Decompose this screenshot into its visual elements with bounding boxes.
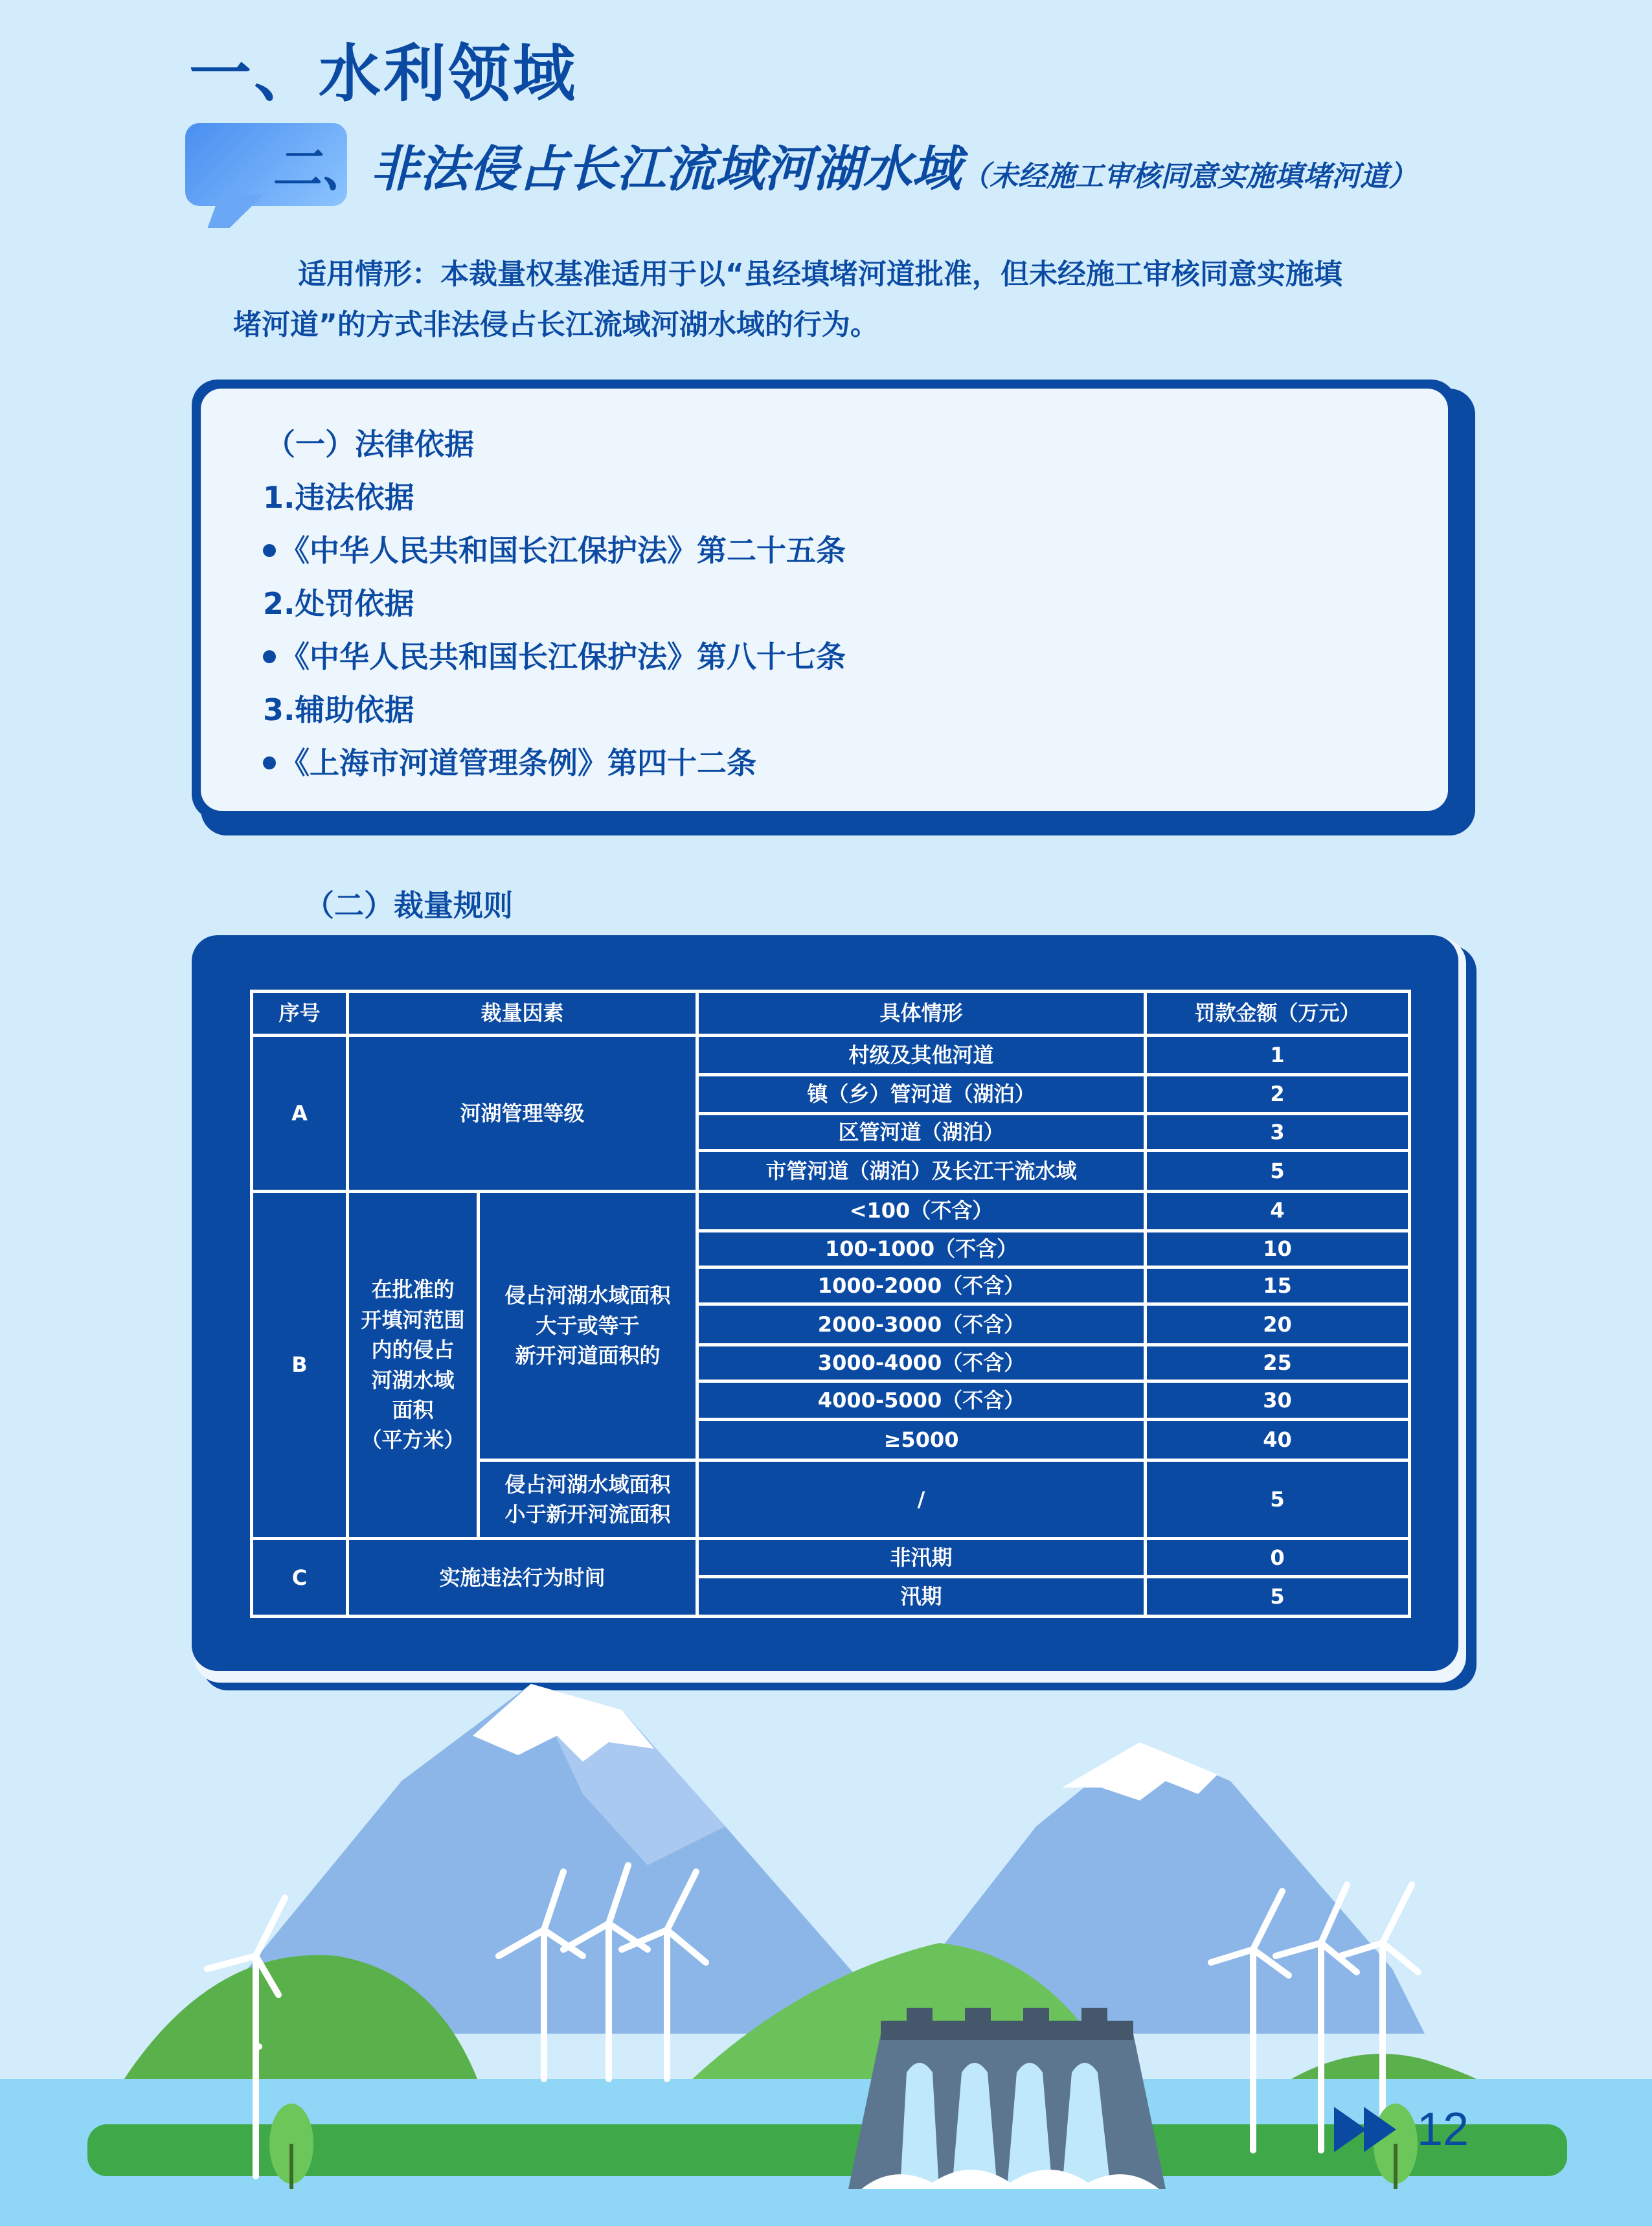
fine-cell: 0 bbox=[1146, 1539, 1410, 1577]
sub-title-note: （未经施工审核同意实施填堵河道） bbox=[961, 160, 1417, 193]
fine-cell: 25 bbox=[1146, 1345, 1410, 1381]
intro-paragraph bbox=[233, 249, 1438, 350]
group-b-sub1 bbox=[479, 1191, 697, 1460]
group-b-sub1-line: 侵占河湖水域面积 bbox=[504, 1283, 671, 1308]
fine-cell: 15 bbox=[1146, 1267, 1410, 1304]
double-chevron-right-icon bbox=[1334, 2107, 1405, 2152]
intro-line-1: 适用情形：本裁量权基准适用于以“虽经填堵河道批准，但未经施工审核同意实施填 bbox=[298, 258, 1342, 291]
group-b-sub1-line: 大于或等于 bbox=[536, 1313, 640, 1338]
fine-cell: 5 bbox=[1146, 1577, 1410, 1617]
basis-item-violation-law bbox=[263, 527, 846, 570]
fine-cell: 30 bbox=[1146, 1381, 1410, 1420]
situation-cell: 2000-3000（不含） bbox=[697, 1304, 1146, 1345]
basis-item-text: 《中华人民共和国长江保护法》第二十五条 bbox=[280, 533, 846, 568]
situation-cell: 市管河道（湖泊）及长江干流水域 bbox=[697, 1151, 1146, 1192]
group-b-factor-line: 面积 bbox=[392, 1397, 434, 1422]
group-b-factor-line: 开填河范围 bbox=[361, 1307, 465, 1332]
dam-icon bbox=[848, 2008, 1166, 2189]
page-footer bbox=[1334, 2097, 1469, 2162]
sub-title-text: 二、非法侵占长江流域河湖水域 bbox=[272, 140, 961, 198]
intro-line-2: 堵河道”的方式非法侵占长江流域河湖水域的行为。 bbox=[233, 308, 879, 341]
basis-item-aux-law bbox=[263, 740, 756, 782]
header-fine: 罚款金额（万元） bbox=[1146, 992, 1410, 1036]
main-title: 一、水利领域 bbox=[189, 38, 578, 110]
situation-cell: 非汛期 bbox=[697, 1539, 1146, 1577]
group-b-code: B bbox=[252, 1191, 348, 1539]
table-header-row bbox=[252, 992, 1410, 1036]
header-factor: 裁量因素 bbox=[348, 992, 697, 1036]
rules-table bbox=[250, 990, 1411, 1618]
group-a-factor: 河湖管理等级 bbox=[348, 1035, 697, 1191]
basis-item-aux-label: 3.辅助依据 bbox=[263, 692, 414, 727]
situation-cell: 村级及其他河道 bbox=[697, 1035, 1146, 1074]
bullet-icon bbox=[263, 756, 276, 769]
fine-cell: 3 bbox=[1146, 1114, 1410, 1151]
situation-cell: 1000-2000（不含） bbox=[697, 1267, 1146, 1304]
rules-heading: （二）裁量规则 bbox=[304, 888, 513, 923]
group-b-factor-line: 在批准的 bbox=[371, 1277, 455, 1302]
situation-cell: 汛期 bbox=[697, 1577, 1146, 1617]
group-b-sub2 bbox=[479, 1460, 697, 1539]
basis-item-violation-label: 1.违法依据 bbox=[263, 480, 414, 515]
header-situation: 具体情形 bbox=[697, 992, 1146, 1036]
fine-cell: 1 bbox=[1146, 1035, 1410, 1074]
fine-cell: 4 bbox=[1146, 1191, 1410, 1231]
fine-cell: 20 bbox=[1146, 1304, 1410, 1345]
bullet-icon bbox=[263, 650, 276, 663]
fine-cell: 5 bbox=[1146, 1151, 1410, 1192]
group-b-factor bbox=[348, 1191, 479, 1539]
group-c-factor: 实施违法行为时间 bbox=[348, 1539, 697, 1617]
table-row bbox=[252, 1191, 1410, 1231]
situation-cell: 100-1000（不含） bbox=[697, 1231, 1146, 1267]
group-a-code: A bbox=[252, 1035, 348, 1191]
situation-cell: ≥5000 bbox=[697, 1420, 1146, 1460]
situation-cell: 4000-5000（不含） bbox=[697, 1381, 1146, 1420]
fine-cell: 2 bbox=[1146, 1074, 1410, 1114]
basis-item-penalty-label: 2.处罚依据 bbox=[263, 586, 414, 621]
group-b-factor-line: 河湖水域 bbox=[371, 1367, 455, 1392]
basis-item-penalty-law bbox=[263, 633, 846, 676]
situation-cell: 镇（乡）管河道（湖泊） bbox=[697, 1074, 1146, 1114]
basis-item-text: 《中华人民共和国长江保护法》第八十七条 bbox=[280, 639, 846, 674]
group-b-factor-line: （平方米） bbox=[361, 1427, 465, 1453]
page-number: 12 bbox=[1417, 2104, 1469, 2155]
situation-cell: / bbox=[697, 1460, 1146, 1539]
bullet-icon bbox=[263, 544, 276, 557]
group-c-code: C bbox=[252, 1539, 348, 1617]
situation-cell: 3000-4000（不含） bbox=[697, 1345, 1146, 1381]
basis-heading: （一）法律依据 bbox=[266, 427, 474, 462]
sub-title bbox=[272, 130, 1417, 200]
header-index: 序号 bbox=[252, 992, 348, 1036]
group-b-sub1-line: 新开河道面积的 bbox=[515, 1343, 661, 1369]
fine-cell: 5 bbox=[1146, 1460, 1410, 1539]
group-b-sub2-line: 侵占河湖水域面积 bbox=[504, 1471, 671, 1497]
situation-cell: <100（不含） bbox=[697, 1191, 1146, 1231]
fine-cell: 40 bbox=[1146, 1420, 1410, 1460]
group-b-sub2-line: 小于新开河流面积 bbox=[504, 1502, 671, 1527]
table-row bbox=[252, 1539, 1410, 1577]
basis-item-text: 《上海市河道管理条例》第四十二条 bbox=[280, 745, 756, 780]
group-b-factor-line: 内的侵占 bbox=[371, 1337, 455, 1363]
fine-cell: 10 bbox=[1146, 1231, 1410, 1267]
table-row bbox=[252, 1035, 1410, 1074]
situation-cell: 区管河道（湖泊） bbox=[697, 1114, 1146, 1151]
